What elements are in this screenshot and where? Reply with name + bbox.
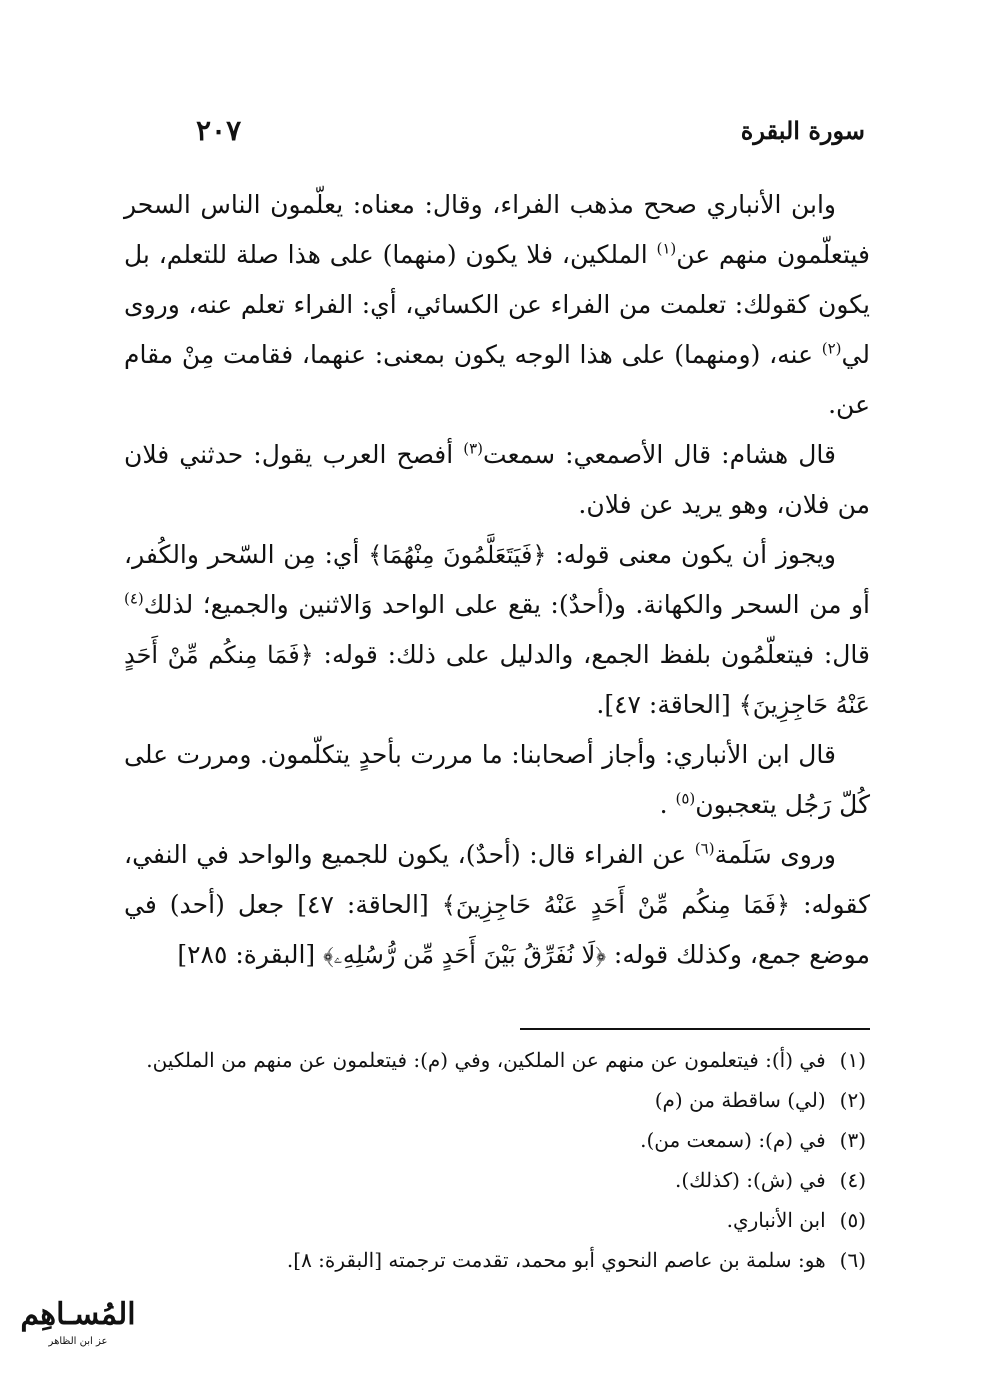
paragraph-text: وروى سَلَمة [714, 840, 836, 869]
paragraph-text: عنه، (ومنهما) على هذا الوجه يكون بمعنى: عنهما، فقامت مِنْ مقام عن. [124, 340, 870, 419]
footnote-text: في (ش): (كذلك). [675, 1168, 826, 1192]
footnote-text: في (أ): فيتعلمون عن منهم عن الملكين، وفي (م): فيتعلمون عن منهم من الملكين. [146, 1048, 826, 1072]
paragraph-3 [124, 530, 870, 730]
footnote-number: (٢) [839, 1088, 866, 1112]
footnote-text: ابن الأنباري. [726, 1208, 826, 1232]
paragraph-text: أي: مِن السّحر والكُفر، أو من السحر والكهانة. و(أحدٌ): يقع على الواحد وَالاثنين والجميع؛ لذلك [124, 540, 870, 619]
footnote-marker-4[interactable]: (٤) [124, 589, 144, 608]
quran-quote: ﴿فَمَا مِنكُم مِّنْ أَحَدٍ عَنْهُ حَاجِزِينَ﴾ [441, 891, 791, 919]
paragraph-text: [الحاقة: ٤٧] جعل (أحد) في موضع جمع، وكذلك قوله: [124, 890, 870, 969]
publisher-logo [8, 1282, 148, 1352]
verse-reference: [الحاقة: ٤٧]. [596, 690, 739, 719]
footnote-text: (لي) ساقطة من (م) [654, 1088, 826, 1112]
footnote-marker-3[interactable]: (٣) [463, 439, 484, 458]
page-header [196, 110, 865, 150]
paragraph-text: . [659, 790, 676, 819]
footnote-number: (٤) [839, 1168, 866, 1192]
paragraph-text: قال: فيتعلّمُون بلفظ الجمع، والدليل على ذلك: قوله: [313, 640, 870, 669]
footnote-marker-1[interactable]: (١) [656, 239, 677, 258]
verse-reference: [البقرة: ٢٨٥] [177, 940, 324, 969]
paragraph-text: الملكين، فلا يكون (منهما) على هذا صلة للتعلم، بل يكون كقولك: تعلمت من الفراء عن الكسائي، أي: الفراء تعلم عنه، وروى لي [124, 240, 870, 369]
footnote-number: (٣) [839, 1128, 866, 1152]
quran-quote: ﴿لَا نُفَرِّقُ بَيْنَ أَحَدٍ مِّن رُّسُلِهِۦ﴾ [323, 941, 606, 969]
footnote-number: (٦) [839, 1248, 866, 1272]
paragraph-2 [124, 430, 870, 530]
logo-title: المُسـاهِم [20, 1297, 136, 1332]
surah-title: سورة البقرة [740, 115, 865, 145]
footnote-text: هو: سلمة بن عاصم النحوي أبو محمد، تقدمت ترجمته [البقرة: ٨]. [286, 1248, 826, 1272]
footnote-marker-6[interactable]: (٦) [694, 839, 715, 858]
logo-subtitle: عز ابن الظاهر [48, 1336, 108, 1347]
footnote-3 [124, 1120, 866, 1160]
footnote-4 [124, 1160, 866, 1200]
footnote-separator [520, 1028, 870, 1030]
paragraph-text: وابن الأنباري صحح مذهب الفراء، وقال: معناه: يعلّمون الناس السحر فيتعلّمون منهم عن [124, 190, 870, 269]
paragraph-1 [124, 180, 870, 430]
quran-quote: ﴿فَمَا مِنكُم مِّنْ أَحَدٍ عَنْهُ حَاجِزِينَ﴾ [124, 641, 870, 719]
footnotes [124, 1040, 866, 1280]
footnote-2 [124, 1080, 866, 1120]
paragraph-text: قال ابن الأنباري: وأجاز أصحابنا: ما مررت بأحدٍ يتكلّمون. ومررت على كُلّ رَجُل يتعجبون [124, 740, 870, 819]
footnote-6 [124, 1240, 866, 1280]
main-text [124, 180, 870, 980]
footnote-marker-5[interactable]: (٥) [675, 789, 696, 808]
footnote-marker-2[interactable]: (٢) [821, 339, 842, 358]
footnote-number: (٥) [839, 1208, 866, 1232]
paragraph-4 [124, 730, 870, 830]
footnote-1 [124, 1040, 866, 1080]
footnote-text: في (م): (سمعت من). [640, 1128, 826, 1152]
footnote-5 [124, 1200, 866, 1240]
paragraph-text: ويجوز أن يكون معنى قوله: [546, 540, 836, 569]
quran-quote: ﴿فَيَتَعَلَّمُونَ مِنْهُمَا﴾ [368, 541, 547, 569]
page-number: ٢٠٧ [196, 113, 242, 147]
paragraph-text: قال هشام: قال الأصمعي: سمعت [483, 440, 836, 469]
footnote-number: (١) [839, 1048, 866, 1072]
paragraph-text: عن الفراء قال: (أحدٌ)، يكون للجميع والواحد في النفي، كقوله: [124, 840, 871, 919]
paragraph-text: أفصح العرب يقول: حدثني فلان من فلان، وهو يريد عن فلان. [124, 440, 870, 519]
paragraph-5 [124, 830, 870, 980]
